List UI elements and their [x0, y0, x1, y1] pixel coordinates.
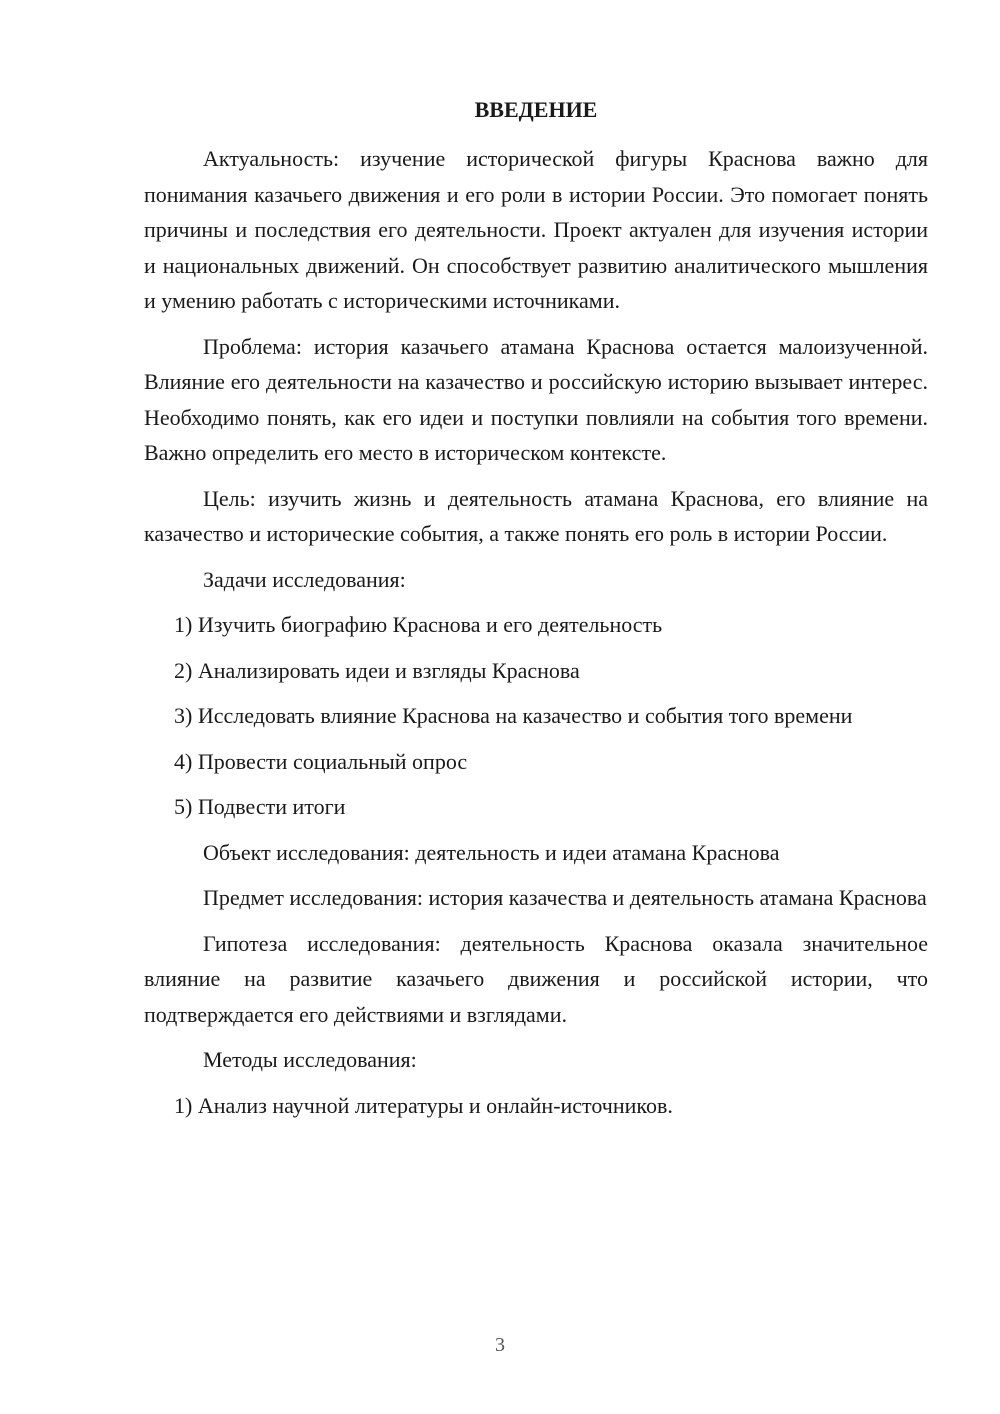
task-item-2: 2) Анализировать идеи и взгляды Краснова: [174, 657, 580, 683]
method-item-1: 1) Анализ научной литературы и онлайн-источников.: [174, 1092, 673, 1118]
task-item-1: 1) Изучить биографию Краснова и его деятельность: [174, 612, 663, 637]
goal-paragraph: Цель: изучить жизнь и деятельность атамана Краснова, его влияние на казачество и исторические события, а также понять его роль в истории России.: [144, 485, 928, 546]
section-title: ВВЕДЕНИЕ: [474, 97, 598, 122]
task-item-5: 5) Подвести итоги: [174, 794, 346, 819]
tasks-heading: Задачи исследования:: [203, 566, 406, 592]
task-item-4: 4) Провести социальный опрос: [174, 748, 468, 774]
object-paragraph: Объект исследования: деятельность и идеи атамана Краснова: [203, 839, 780, 865]
methods-heading: Методы исследования:: [203, 1047, 417, 1072]
document-page: [144, 95, 928, 1133]
relevance-paragraph: Актуальность: изучение исторической фигуры Краснова важно для понимания казачьего движения и его роли в истории России. Это помогает понять причины и последствия его деятельности. Проект актуален для изучения истории и национальных движений. Он способствует развитию аналитического мышления и умению работать с историческими источниками.: [144, 146, 928, 313]
problem-paragraph: Проблема: история казачьего атамана Краснова остается малоизученной. Влияние его деятельности на казачество и российскую историю вызывает интерес. Необходимо понять, как его идеи и поступки повлияли на события того времени. Важно определить его место в историческом контексте.: [144, 333, 928, 465]
task-item-3: 3) Исследовать влияние Краснова на казачество и события того времени: [174, 703, 853, 728]
subject-paragraph: Предмет исследования: история казачества и деятельность атамана Краснова: [203, 885, 927, 910]
page-number: 3: [495, 1334, 505, 1356]
hypothesis-paragraph: Гипотеза исследования: деятельность Краснова оказала значительное влияние на развитие казачьего движения и российской истории, что подтверждается его действиями и взглядами.: [144, 930, 928, 1027]
